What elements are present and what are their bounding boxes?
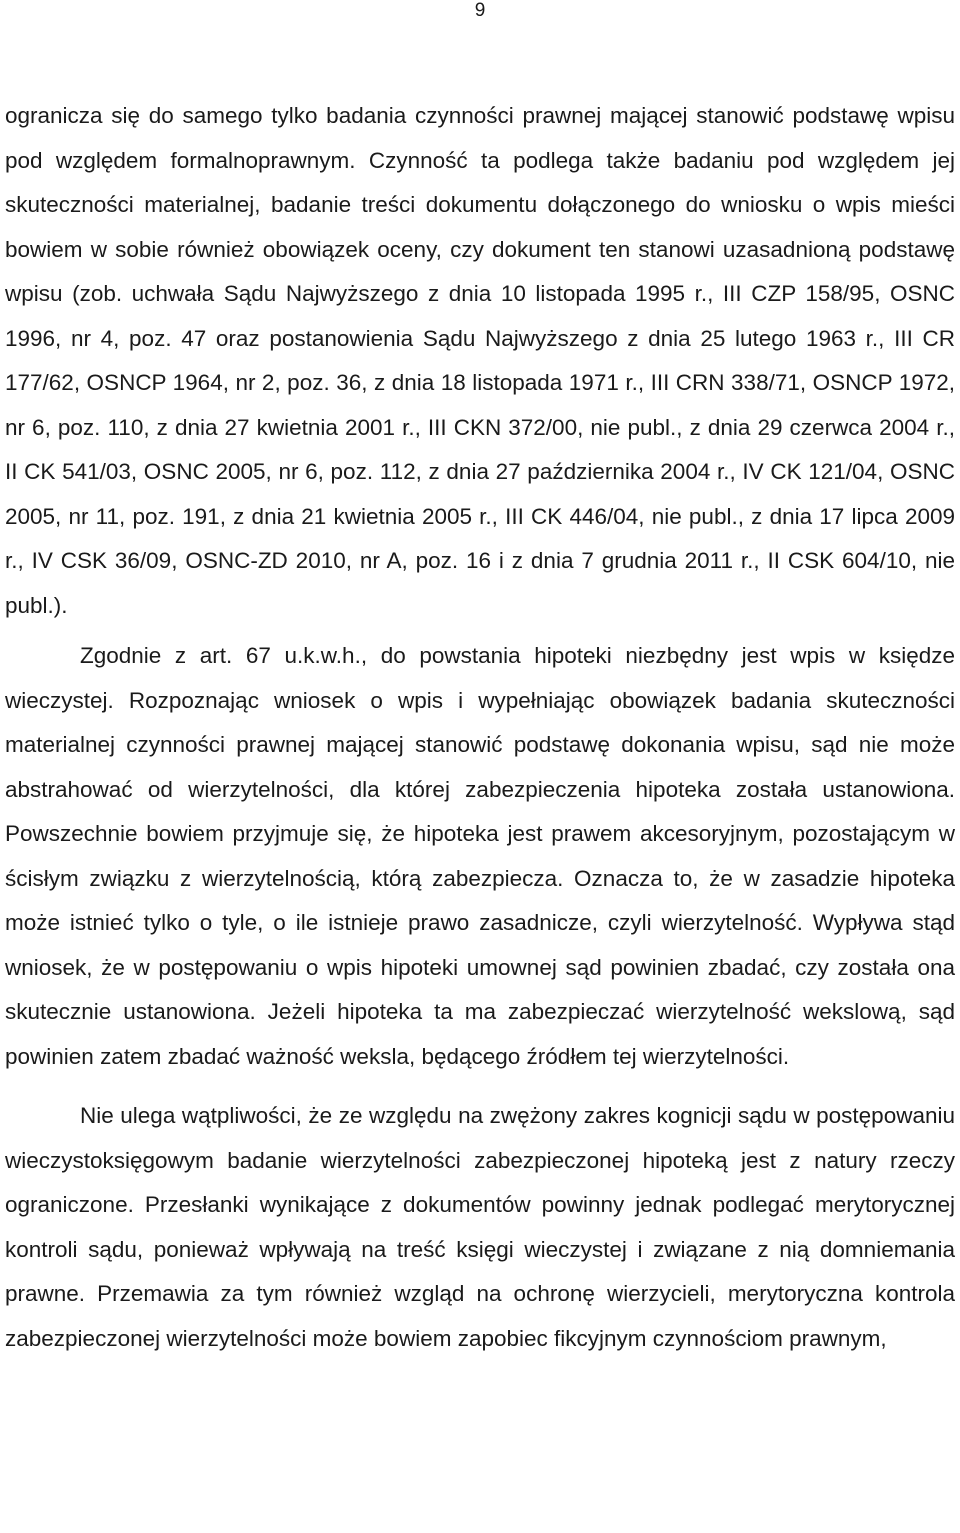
document-body [5, 94, 955, 1361]
paragraph-3: Nie ulega wątpliwości, że ze względu na zwężony zakres kognicji sądu w postępowaniu wieczystoksięgowym badanie wierzytelności zabezpieczonej hipoteką jest z natury rzeczy ograniczone. Przesłanki wynikające z dokumentów powinny jednak podlegać merytorycznej kontroli sądu, ponieważ wpływają na treść księgi wieczystej i związane z nią domniemania prawne. Przemawia za tym również wzgląd na ochronę wierzycieli, merytoryczna kontrola zabezpieczonej wierzytelności może bowiem zapobiec fikcyjnym czynnościom prawnym, [5, 1103, 955, 1351]
page-number: 9 [474, 0, 486, 21]
paragraph-2: Zgodnie z art. 67 u.k.w.h., do powstania hipoteki niezbędny jest wpis w księdze wieczystej. Rozpoznając wniosek o wpis i wypełniając obowiązek badania skuteczności materialnej czynności prawnej mającej stanowić podstawę dokonania wpisu, sąd nie może abstrahować od wierzytelności, dla której zabezpieczenia hipoteka została ustanowiona. Powszechnie bowiem przyjmuje się, że hipoteka jest prawem akcesoryjnym, pozostającym w ścisłym związku z wierzytelnością, którą zabezpiecza. Oznacza to, że w zasadzie hipoteka może istnieć tylko o tyle, o ile istnieje prawo zasadnicze, czyli wierzytelność. Wypływa stąd wniosek, że w postępowaniu o wpis hipoteki umownej sąd powinien zbadać, czy została ona skutecznie ustanowiona. Jeżeli hipoteka ta ma zabezpieczać wierzytelność wekslową, sąd powinien zatem zbadać ważność weksla, będącego źródłem tej wierzytelności. [5, 643, 955, 1069]
paragraph-1: ogranicza się do samego tylko badania czynności prawnej mającej stanowić podstawę wpisu pod względem formalnoprawnym. Czynność ta podlega także badaniu pod względem jej skuteczności materialnej, badanie treści dokumentu dołączonego do wniosku o wpis mieści bowiem w sobie również obowiązek oceny, czy dokument ten stanowi uzasadnioną podstawę wpisu (zob. uchwała Sądu Najwyższego z dnia 10 listopada 1995 r., III CZP 158/95, OSNC 1996, nr 4, poz. 47 oraz postanowienia Sądu Najwyższego z dnia 25 lutego 1963 r., III CR 177/62, OSNCP 1964, nr 2, poz. 36, z dnia 18 listopada 1971 r., III CRN 338/71, OSNCP 1972, nr 6, poz. 110, z dnia 27 kwietnia 2001 r., III CKN 372/00, nie publ., z dnia 29 czerwca 2004 r., II CK 541/03, OSNC 2005, nr 6, poz. 112, z dnia 27 października 2004 r., IV CK 121/04, OSNC 2005, nr 11, poz. 191, z dnia 21 kwietnia 2005 r., III CK 446/04, nie publ., z dnia 17 lipca 2009 r., IV CSK 36/09, OSNC-ZD 2010, nr A, poz. 16 i z dnia 7 grudnia 2011 r., II CSK 604/10, nie publ.). [5, 103, 955, 618]
